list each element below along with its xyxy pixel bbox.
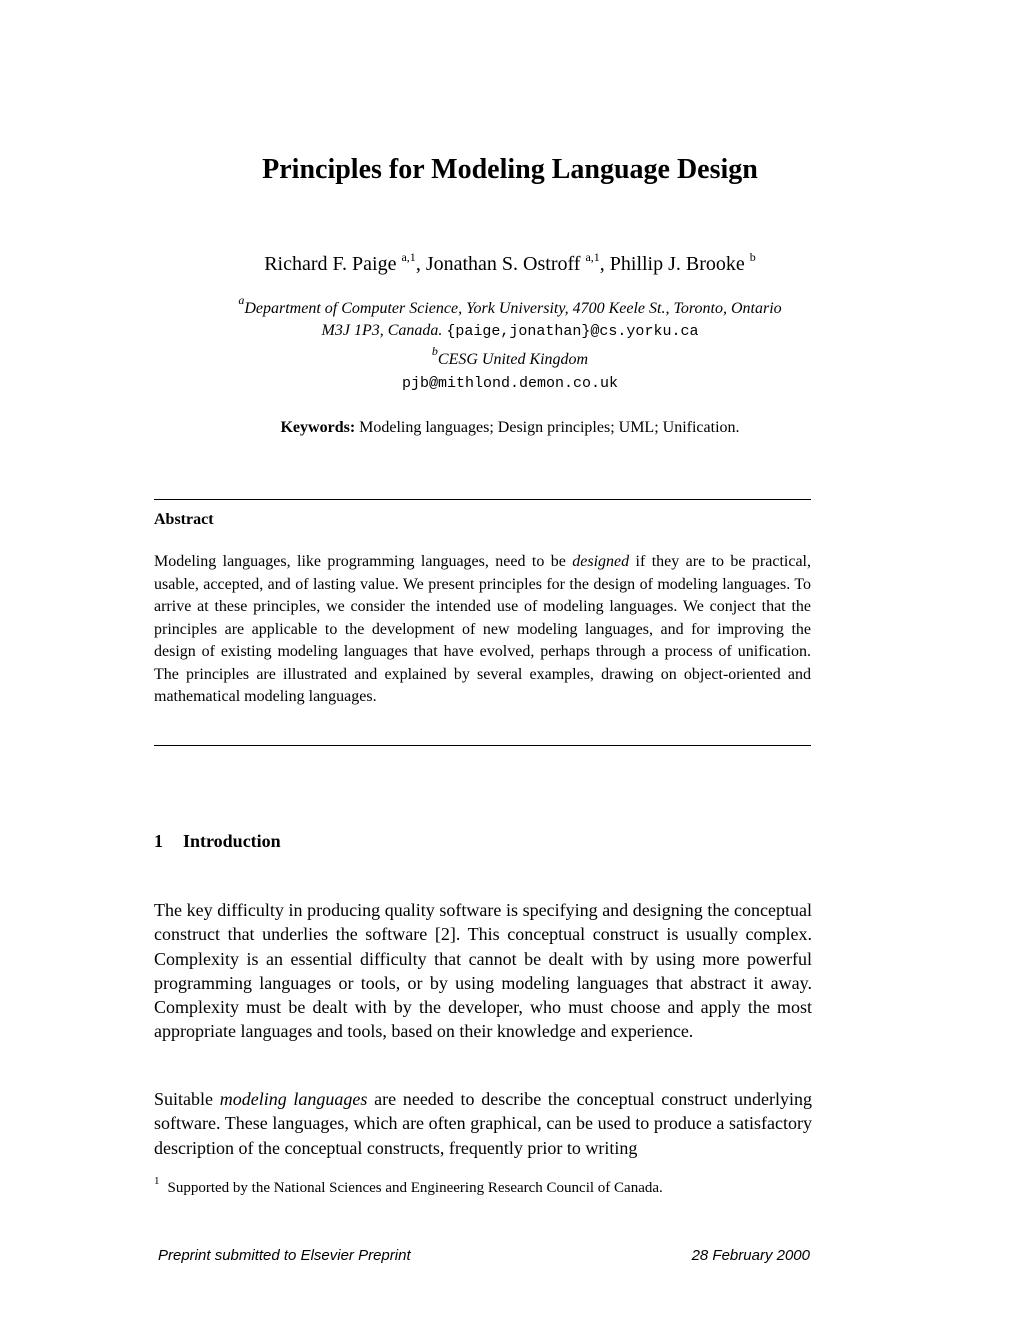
preprint-notice: Preprint submitted to Elsevier Preprint	[158, 1247, 411, 1264]
abstract-text: Modeling languages, like programming languages, need to be designed if they are to be practical, usable, accepted, and of lasting value. We present principles for the design of modeling languages. To arrive at these principles, we consider the intended use of modeling languages. We conject that the principles are applicable to the development of new modeling languages, and for improving the design of existing modeling languages that have evolved, perhaps through a process of unification. The principles are illustrated and explained by several examples, drawing on object-oriented and mathematical modeling languages.	[154, 553, 811, 705]
affiliation-a-email: {paige,jonathan}@cs.yorku.ca	[446, 323, 699, 340]
author-affiliation-mark: b	[749, 250, 756, 264]
affiliation-b-email: pjb@mithlond.demon.co.uk	[401, 375, 619, 392]
author-separator: ,	[415, 253, 426, 275]
intro-paragraph-1: The key difficulty in producing quality software is specifying and designing the conceptual construct that underlies the software [2]. This conceptual construct is usually complex. Complexity is an essential difficulty that cannot be dealt with by using more powerful programming languages or tools, or by using modeling languages that abstract it away. Complexity must be dealt with by the developer, who must choose and apply the most appropriate languages and tools, based on their knowledge and experience.	[154, 900, 812, 1042]
footnote-text: Supported by the National Sciences and Engineering Research Council of Canada.	[167, 1180, 663, 1196]
footnote-mark: 1	[154, 1175, 160, 1187]
section-heading	[154, 831, 281, 852]
affiliation-b: $^b$CESG United Kingdom	[431, 344, 589, 368]
author-affiliation-mark: a,1	[585, 250, 600, 264]
affiliation-b-mark: b	[431, 344, 438, 358]
keywords-text: Modeling languages; Design principles; UML; Unification.	[359, 419, 740, 436]
intro-paragraph-2: Suitable modeling languages are needed to describe the conceptual construct underlying software. These languages, which are often graphical, can be used to produce a satisfactory description of the conceptual constructs, frequently prior to writing	[154, 1089, 812, 1158]
affiliation-a-mark: a	[238, 293, 245, 307]
author-name: Jonathan S. Ostroff	[425, 253, 581, 275]
keywords-label: Keywords:	[280, 419, 356, 436]
author-list	[0, 250, 1020, 276]
keywords	[0, 419, 1020, 437]
paper-title: Principles for Modeling Language Design	[262, 154, 758, 185]
affiliation-a-line2: M3J 1P3, Canada. {paige,jonathan}@cs.yorku.ca	[321, 322, 699, 340]
abstract-heading: Abstract	[154, 511, 214, 528]
author-name: Phillip J. Brooke	[609, 253, 745, 275]
section-title: Introduction	[183, 831, 281, 851]
section-number: 1	[154, 831, 163, 851]
affiliation-a-line1: $^a$Department of Computer Science, York University, 4700 Keele St., Toronto, Ontario	[238, 293, 782, 317]
abstract-top-rule	[154, 499, 811, 500]
footnote	[154, 1175, 663, 1197]
author-separator: ,	[599, 253, 610, 275]
author-affiliation-mark: a,1	[401, 250, 416, 264]
preprint-date: 28 February 2000	[691, 1247, 810, 1264]
author-name: Richard F. Paige	[264, 253, 397, 275]
abstract-bottom-rule	[154, 745, 811, 746]
